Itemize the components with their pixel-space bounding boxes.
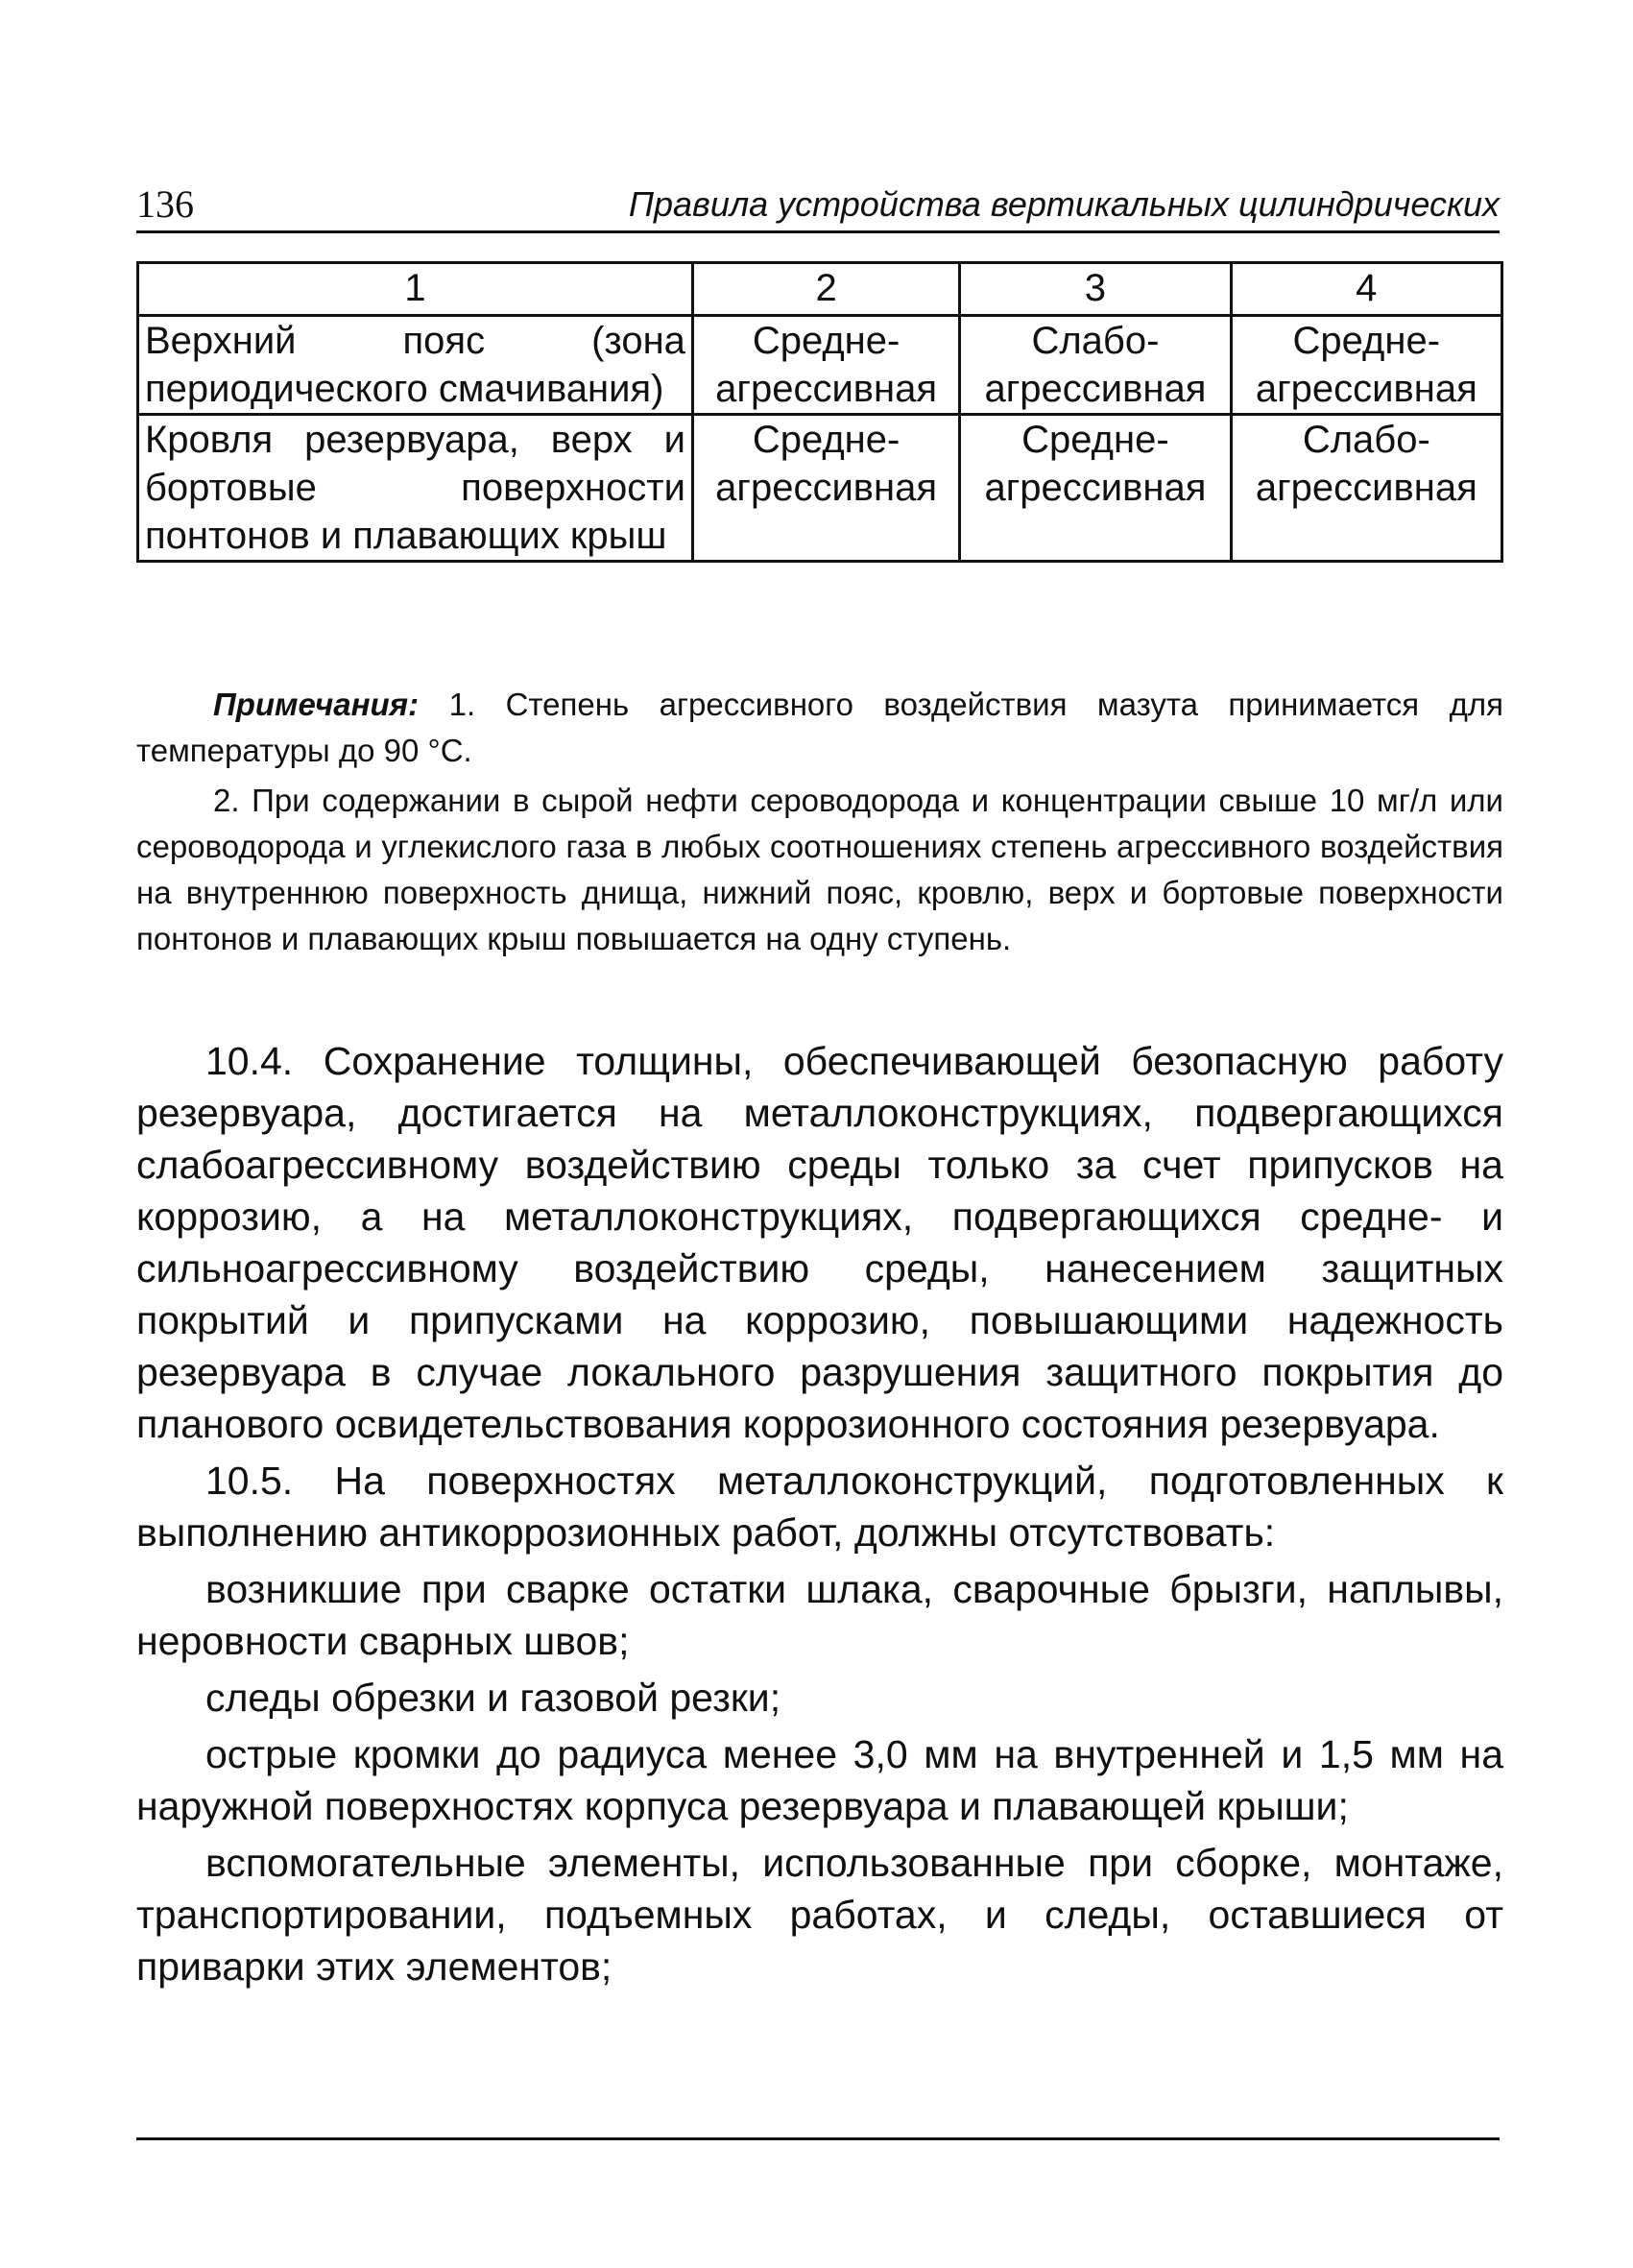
list-item: острые кромки до радиуса менее 3,0 мм на внутренней и 1,5 мм на наружной поверхностях корпуса резервуара и плавающей крыши; <box>136 1732 1503 1828</box>
table-header-row <box>138 263 1502 316</box>
table-row <box>138 316 1502 415</box>
aggressiveness-table <box>136 261 1503 563</box>
paragraph-10-4: 10.4. Сохранение толщины, обеспечивающей безопасную работу резервуара, достигается на металлоконструкциях, подвергающихся слабоагрессивному воздействию среды только за счет припусков на коррозию, а на металлоконструкциях, подвергающихся средне- и сильноагрессивному воздействию среды, нанесением защитных покрытий и припусками на коррозию, повышающими надежность резервуара в случае локального разрушения защитного покрытия до планового освидетельствования коррозионного состояния резервуара. <box>136 1039 1503 1446</box>
table-cell: Средне-агрессивная <box>960 415 1231 562</box>
note-2: 2. При содержании в сырой нефти сероводорода и концентрации свыше 10 мг/л или сероводорода и углекислого газа в любых соотношениях степень агрессивного воздействия на внутреннюю поверхность днища, нижний пояс, кровлю, верх и бортовые поверхности понтонов и плавающих крыш повышается на одну ступень. <box>136 783 1503 956</box>
list-item: следы обрезки и газовой резки; <box>205 1676 781 1720</box>
table-notes <box>136 682 1503 966</box>
table-header-cell: 2 <box>692 263 959 316</box>
page-number: 136 <box>136 182 194 226</box>
table-cell: Средне-агрессивная <box>692 415 959 562</box>
note-1 <box>136 682 1503 774</box>
table-header-cell: 3 <box>960 263 1231 316</box>
list-item: вспомогательные элементы, использованные при сборке, монтаже, транспортировании, подъемных работах, и следы, оставшиеся от приварки этих элементов; <box>136 1841 1503 1989</box>
table-cell: Средне-агрессивная <box>1231 316 1501 415</box>
table-row <box>138 415 1502 562</box>
running-title: Правила устройства вертикальных цилиндрических <box>628 184 1500 224</box>
table-cell-element: Кровля резервуара, верх и бортовые поверхности понтонов и плавающих крыш <box>138 415 693 562</box>
table-cell-element: Верхний пояс (зона периодического смачивания) <box>138 316 693 415</box>
notes-label: Примечания: <box>213 687 420 722</box>
table-cell: Слабо-агрессивная <box>1231 415 1501 562</box>
table-header-cell: 1 <box>138 263 693 316</box>
table-header-cell: 4 <box>1231 263 1501 316</box>
table-cell: Средне-агрессивная <box>692 316 959 415</box>
table-cell: Слабо-агрессивная <box>960 316 1231 415</box>
note-1-text: 1. Степень агрессивного воздействия мазута принимается для температуры до 90 °С. <box>136 687 1504 768</box>
footer-divider <box>136 2137 1500 2140</box>
list-item: возникшие при сварке остатки шлака, сварочные брызги, наплывы, неровности сварных швов; <box>136 1567 1503 1663</box>
body-text <box>136 1035 1503 1997</box>
page-header <box>136 182 1500 233</box>
paragraph-10-5: 10.5. На поверхностях металлоконструкций, подготовленных к выполнению антикоррозионных работ, должны отсутствовать: <box>136 1459 1503 1555</box>
